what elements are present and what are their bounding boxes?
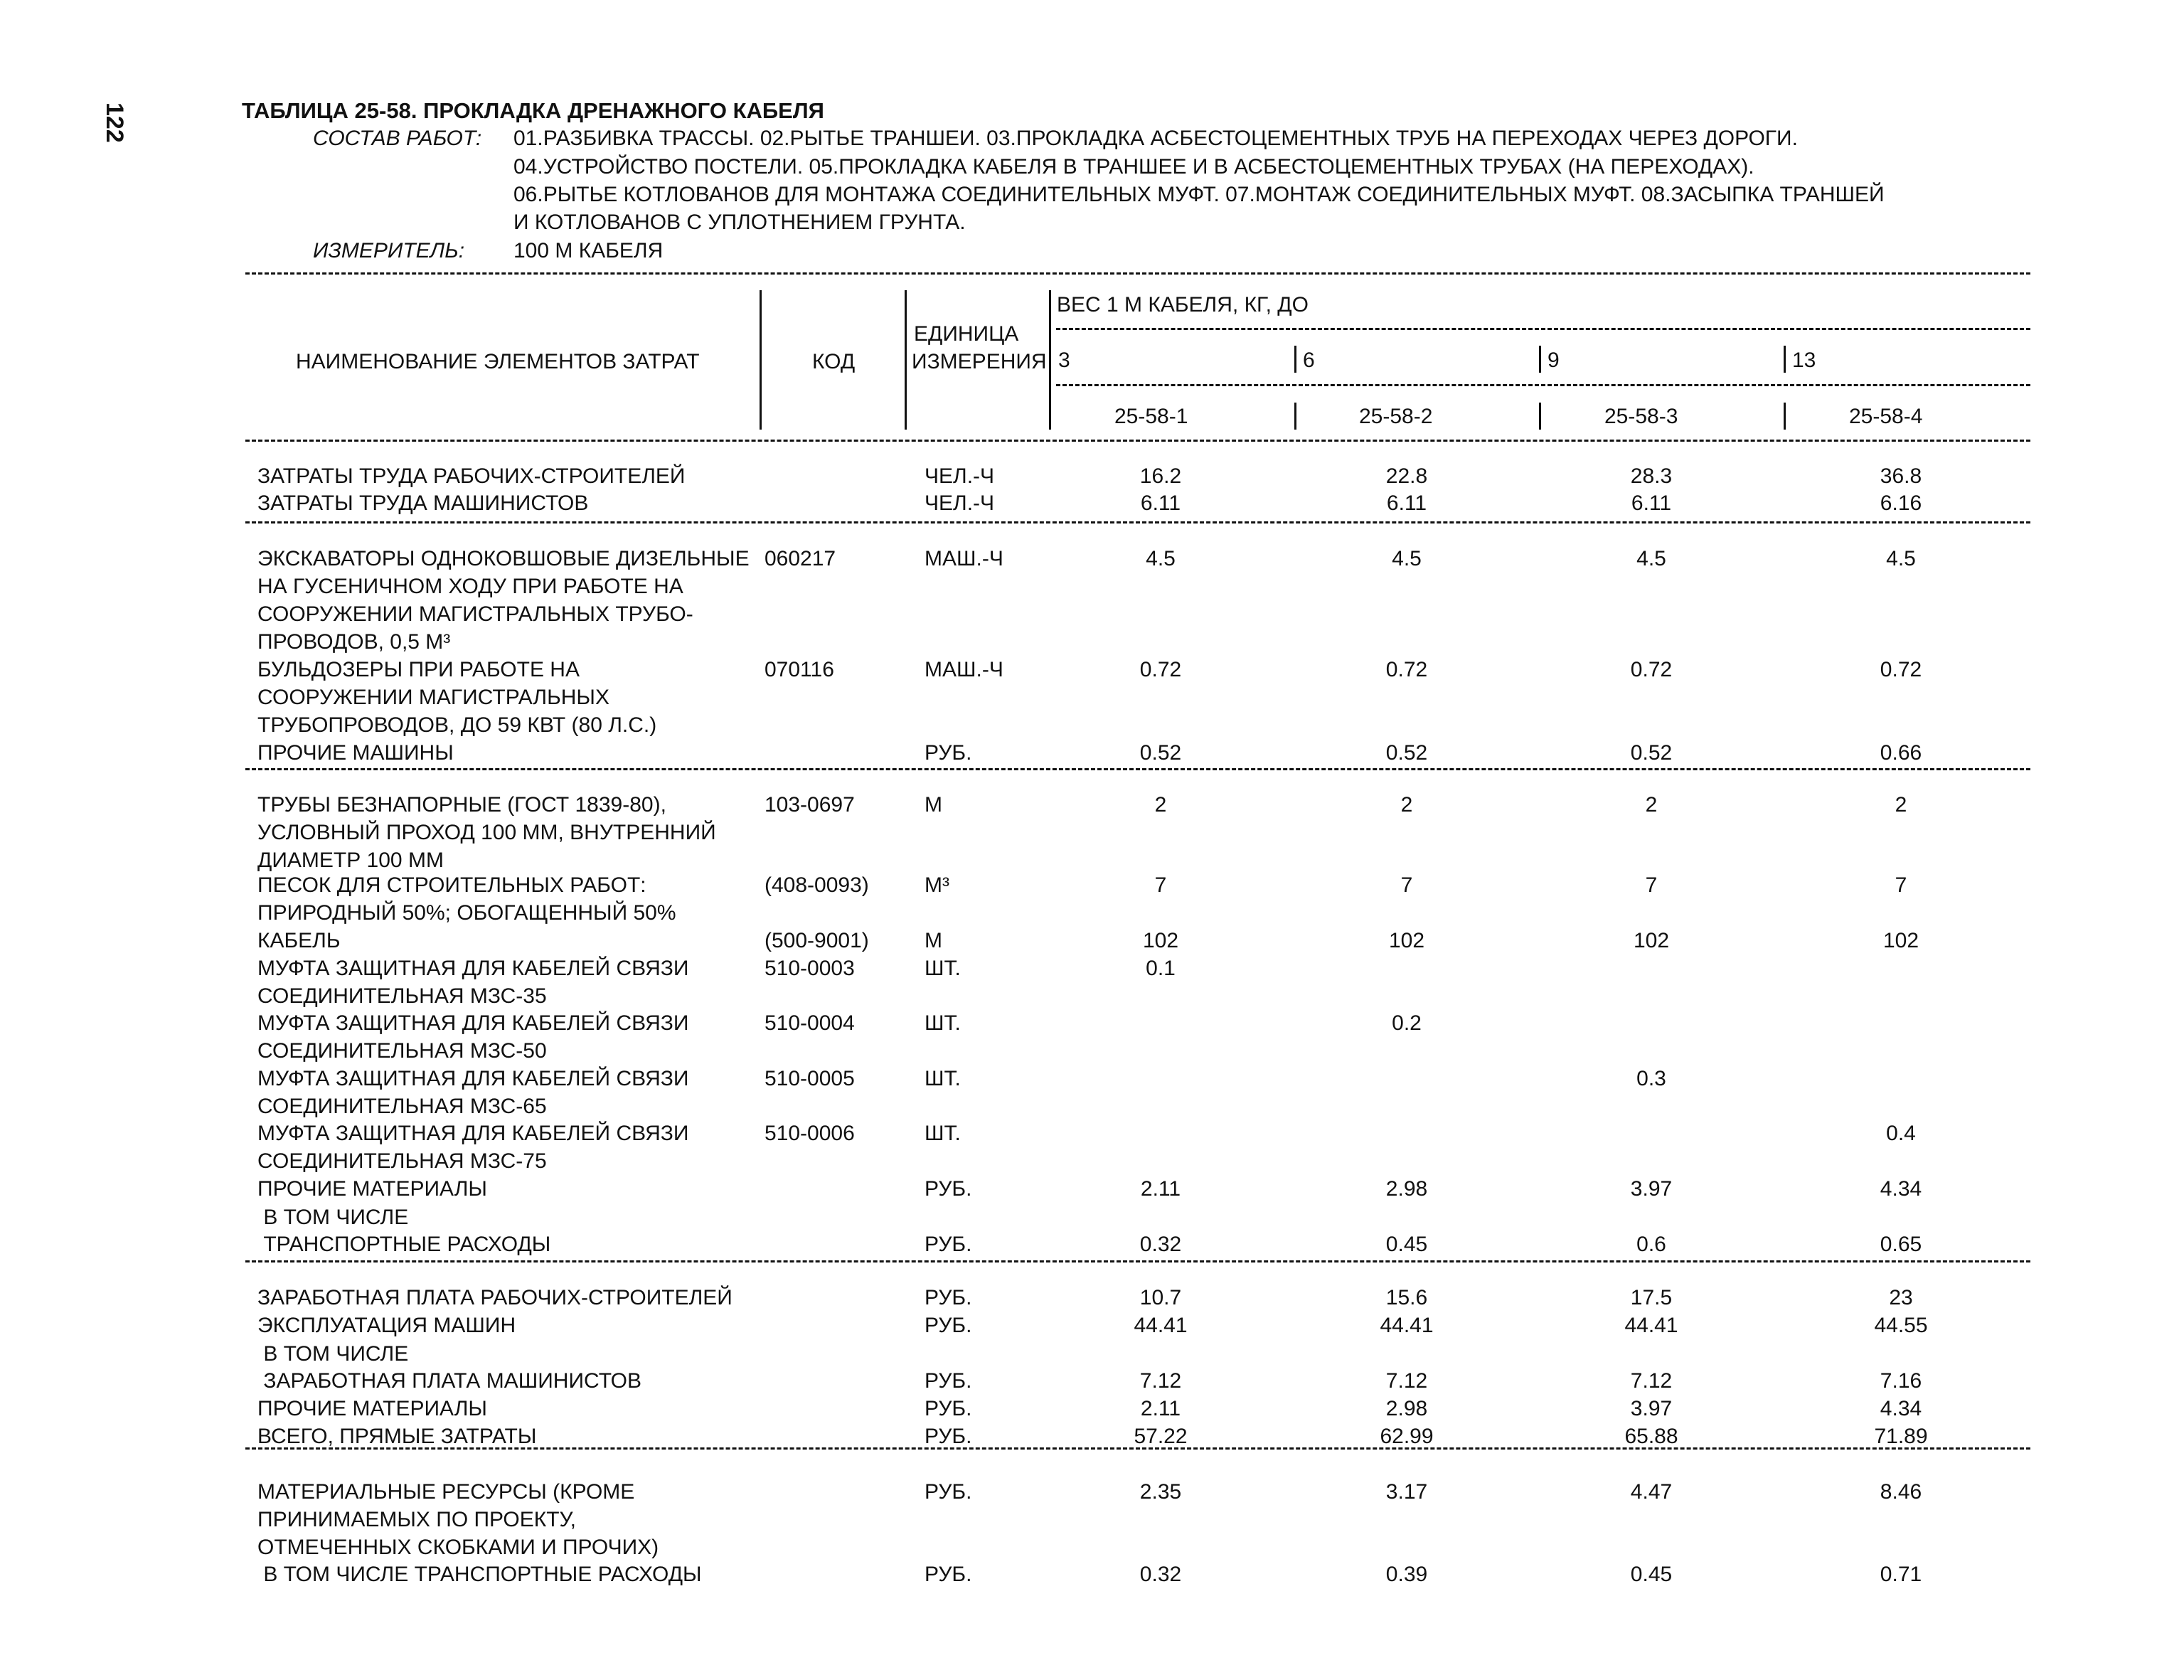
row-unit: РУБ.	[925, 1480, 972, 1504]
row-unit: ШТ.	[925, 1122, 961, 1145]
row-name-line: УСЛОВНЫЙ ПРОХОД 100 ММ, ВНУТРЕННИЙ	[257, 821, 716, 844]
row-unit: ЧЕЛ.-Ч	[925, 464, 995, 488]
row-name-line: НА ГУСЕНИЧНОМ ХОДУ ПРИ РАБОТЕ НА	[257, 575, 683, 598]
section-rule	[245, 521, 2030, 523]
row-unit: ШТ.	[925, 1011, 961, 1035]
row-name-line: ПРИНИМАЕМЫХ ПО ПРОЕКТУ,	[257, 1508, 576, 1531]
row-value: 2	[1400, 793, 1413, 817]
header-separator	[1539, 403, 1541, 430]
row-code: (408-0093)	[765, 873, 869, 897]
row-unit: РУБ.	[925, 1314, 972, 1337]
row-value: 0.66	[1880, 741, 1922, 765]
row-value: 2.11	[1140, 1397, 1181, 1420]
row-name-line: ТРАНСПОРТНЫЕ РАСХОДЫ	[257, 1233, 551, 1256]
header-column-4: 25-58-4	[1849, 405, 1923, 428]
row-code: (500-9001)	[765, 929, 869, 952]
row-name-line: ПРИРОДНЫЙ 50%; ОБОГАЩЕННЫЙ 50%	[257, 901, 676, 925]
header-separator	[1294, 346, 1296, 373]
row-code: 510-0006	[765, 1122, 855, 1145]
header-separator	[1784, 403, 1786, 430]
row-value: 15.6	[1385, 1286, 1428, 1309]
row-value: 0.72	[1139, 658, 1182, 681]
row-value: 2	[1154, 793, 1167, 817]
row-name-line: СОЕДИНИТЕЛЬНАЯ МЗС-50	[257, 1039, 547, 1063]
row-value: 2.35	[1139, 1480, 1182, 1504]
composition-line: 06.РЫТЬЕ КОТЛОВАНОВ ДЛЯ МОНТАЖА СОЕДИНИТЕЛЬНЫХ МУФТ. 07.МОНТАЖ СОЕДИНИТЕЛЬНЫХ МУФТ. 08.ЗАСЫПКА ТРАНШЕЙ	[513, 183, 1885, 206]
row-name-line: ПРОВОДОВ, 0,5 М³	[257, 630, 451, 654]
row-value: 62.99	[1380, 1425, 1434, 1448]
header-column-rule	[1056, 384, 2030, 386]
header-separator	[1049, 290, 1051, 430]
row-unit: М	[925, 929, 942, 952]
row-value: 7	[1400, 873, 1413, 897]
row-unit: РУБ.	[925, 1563, 972, 1586]
row-value: 4.47	[1630, 1480, 1673, 1504]
composition-line: И КОТЛОВАНОВ С УПЛОТНЕНИЕМ ГРУНТА.	[513, 211, 966, 234]
row-unit: РУБ.	[925, 1425, 972, 1448]
composition-label: СОСТАВ РАБОТ:	[313, 127, 482, 150]
row-value: 6.16	[1880, 491, 1922, 515]
header-column-1: 25-58-1	[1114, 405, 1188, 428]
row-code: 510-0003	[765, 957, 855, 980]
row-value: 17.5	[1630, 1286, 1673, 1309]
row-value: 4.5	[1886, 547, 1916, 570]
row-name-line: ПРОЧИЕ МАШИНЫ	[257, 741, 454, 765]
row-value: 0.6	[1636, 1233, 1666, 1256]
row-name-line: СООРУЖЕНИИ МАГИСТРАЛЬНЫХ ТРУБО-	[257, 602, 693, 626]
row-value: 7	[1895, 873, 1907, 897]
row-value: 4.5	[1392, 547, 1422, 570]
row-name-line: МАТЕРИАЛЬНЫЕ РЕСУРСЫ (КРОМЕ	[257, 1480, 635, 1504]
row-value: 44.41	[1134, 1314, 1188, 1337]
row-value: 0.32	[1139, 1233, 1182, 1256]
row-value: 6.11	[1631, 491, 1672, 515]
row-value: 6.11	[1386, 491, 1427, 515]
row-unit: МАШ.-Ч	[925, 547, 1003, 570]
row-value: 0.39	[1385, 1563, 1428, 1586]
row-value: 36.8	[1880, 464, 1922, 488]
row-name-line: ЗАРАБОТНАЯ ПЛАТА РАБОЧИХ-СТРОИТЕЛЕЙ	[257, 1286, 733, 1309]
row-value: 0.32	[1139, 1563, 1182, 1586]
row-unit: МАШ.-Ч	[925, 658, 1003, 681]
row-value: 71.89	[1874, 1425, 1928, 1448]
row-unit: РУБ.	[925, 1233, 972, 1256]
row-name-line: СОЕДИНИТЕЛЬНАЯ МЗС-65	[257, 1095, 547, 1118]
row-value: 28.3	[1630, 464, 1673, 488]
row-value: 0.72	[1880, 658, 1922, 681]
row-name-line: ЗАРАБОТНАЯ ПЛАТА МАШИНИСТОВ	[257, 1369, 642, 1393]
row-name-line: В ТОМ ЧИСЛЕ	[257, 1342, 409, 1366]
row-name-line: МУФТА ЗАЩИТНАЯ ДЛЯ КАБЕЛЕЙ СВЯЗИ	[257, 957, 689, 980]
row-name-line: ВСЕГО, ПРЯМЫЕ ЗАТРАТЫ	[257, 1425, 537, 1448]
header-weight-9: 9	[1548, 349, 1560, 372]
row-value: 2.11	[1140, 1177, 1181, 1201]
measure-value: 100 М КАБЕЛЯ	[513, 239, 664, 262]
row-name-line: ПРОЧИЕ МАТЕРИАЛЫ	[257, 1177, 487, 1201]
row-value: 2.98	[1385, 1177, 1428, 1201]
row-value: 7	[1154, 873, 1167, 897]
row-value: 0.71	[1880, 1563, 1922, 1586]
row-value: 0.65	[1880, 1233, 1922, 1256]
row-name-line: СОЕДИНИТЕЛЬНАЯ МЗС-35	[257, 984, 547, 1008]
header-code: КОД	[812, 350, 856, 373]
row-name-line: ЭКСКАВАТОРЫ ОДНОКОВШОВЫЕ ДИЗЕЛЬНЫЕ	[257, 547, 750, 570]
row-code: 060217	[765, 547, 836, 570]
row-unit: РУБ.	[925, 741, 972, 765]
row-name-line: ПРОЧИЕ МАТЕРИАЛЫ	[257, 1397, 487, 1420]
row-name-line: В ТОМ ЧИСЛЕ ТРАНСПОРТНЫЕ РАСХОДЫ	[257, 1563, 702, 1586]
row-value: 0.4	[1886, 1122, 1916, 1145]
row-value: 4.5	[1636, 547, 1666, 570]
row-value: 0.52	[1139, 741, 1182, 765]
row-unit: РУБ.	[925, 1397, 972, 1420]
row-value: 2	[1895, 793, 1907, 817]
row-unit: М	[925, 793, 942, 817]
header-column-2: 25-58-2	[1359, 405, 1433, 428]
row-name-line: ТРУБОПРОВОДОВ, ДО 59 КВТ (80 Л.С.)	[257, 713, 657, 737]
row-name-line: В ТОМ ЧИСЛЕ	[257, 1206, 409, 1229]
row-value: 0.2	[1392, 1011, 1422, 1035]
row-value: 65.88	[1624, 1425, 1678, 1448]
composition-line: 01.РАЗБИВКА ТРАССЫ. 02.РЫТЬЕ ТРАНШЕИ. 03.ПРОКЛАДКА АСБЕСТОЦЕМЕНТНЫХ ТРУБ НА ПЕРЕХОДАХ ЧЕРЕЗ ДОРОГИ.	[513, 127, 1798, 150]
row-value: 102	[1388, 929, 1425, 952]
row-value: 4.5	[1146, 547, 1176, 570]
composition-line: 04.УСТРОЙСТВО ПОСТЕЛИ. 05.ПРОКЛАДКА КАБЕЛЯ В ТРАНШЕЕ И В АСБЕСТОЦЕМЕНТНЫХ ТРУБАХ (НА ПЕРЕХОДАХ).	[513, 155, 1754, 179]
header-unit-line2: ИЗМЕРЕНИЯ	[912, 350, 1047, 373]
row-name-line: МУФТА ЗАЩИТНАЯ ДЛЯ КАБЕЛЕЙ СВЯЗИ	[257, 1067, 689, 1090]
row-value: 44.41	[1380, 1314, 1434, 1337]
row-value: 7.16	[1880, 1369, 1922, 1393]
row-value: 3.97	[1630, 1397, 1673, 1420]
row-value: 7.12	[1630, 1369, 1673, 1393]
header-separator	[1539, 346, 1541, 373]
row-value: 8.46	[1880, 1480, 1922, 1504]
header-weight-rule	[1056, 328, 2030, 330]
row-name-line: ЭКСПЛУАТАЦИЯ МАШИН	[257, 1314, 516, 1337]
row-unit: РУБ.	[925, 1177, 972, 1201]
header-name: НАИМЕНОВАНИЕ ЭЛЕМЕНТОВ ЗАТРАТ	[296, 350, 700, 373]
header-weight: ВЕС 1 М КАБЕЛЯ, КГ, ДО	[1057, 293, 1309, 317]
header-column-3: 25-58-3	[1604, 405, 1678, 428]
page-number: 122	[101, 102, 128, 143]
row-name-line: МУФТА ЗАЩИТНАЯ ДЛЯ КАБЕЛЕЙ СВЯЗИ	[257, 1122, 689, 1145]
row-name-line: ТРУБЫ БЕЗНАПОРНЫЕ (ГОСТ 1839-80),	[257, 793, 666, 817]
header-separator	[1784, 346, 1786, 373]
row-name-line: КАБЕЛЬ	[257, 929, 341, 952]
section-rule	[245, 1260, 2030, 1262]
row-value: 22.8	[1385, 464, 1428, 488]
row-code: 510-0005	[765, 1067, 855, 1090]
row-value: 0.72	[1630, 658, 1673, 681]
row-value: 102	[1882, 929, 1919, 952]
header-separator	[1294, 403, 1296, 430]
row-value: 2	[1645, 793, 1658, 817]
row-unit: ЧЕЛ.-Ч	[925, 491, 995, 515]
row-name-line: ПЕСОК ДЛЯ СТРОИТЕЛЬНЫХ РАБОТ:	[257, 873, 646, 897]
row-value: 23	[1889, 1286, 1913, 1309]
row-value: 102	[1142, 929, 1179, 952]
header-weight-3: 3	[1058, 349, 1070, 372]
row-unit: РУБ.	[925, 1286, 972, 1309]
header-separator	[760, 290, 762, 430]
row-name-line: ЗАТРАТЫ ТРУДА МАШИНИСТОВ	[257, 491, 589, 515]
row-value: 0.1	[1146, 957, 1176, 980]
section-rule	[245, 768, 2030, 770]
row-value: 4.34	[1880, 1397, 1922, 1420]
table-title: ТАБЛИЦА 25-58. ПРОКЛАДКА ДРЕНАЖНОГО КАБЕЛЯ	[242, 98, 824, 123]
row-value: 0.3	[1636, 1067, 1666, 1090]
row-value: 0.52	[1385, 741, 1428, 765]
row-unit: ШТ.	[925, 1067, 961, 1090]
row-value: 0.45	[1630, 1563, 1673, 1586]
row-value: 7.12	[1139, 1369, 1182, 1393]
header-top-rule	[245, 272, 2030, 275]
row-name-line: ДИАМЕТР 100 ММ	[257, 849, 444, 872]
header-separator	[905, 290, 907, 430]
row-name-line: ЗАТРАТЫ ТРУДА РАБОЧИХ-СТРОИТЕЛЕЙ	[257, 464, 686, 488]
row-value: 7	[1645, 873, 1658, 897]
row-value: 57.22	[1134, 1425, 1188, 1448]
row-unit: РУБ.	[925, 1369, 972, 1393]
row-value: 0.72	[1385, 658, 1428, 681]
measure-label: ИЗМЕРИТЕЛЬ:	[313, 239, 465, 262]
row-value: 102	[1633, 929, 1670, 952]
header-unit-line1: ЕДИНИЦА	[914, 322, 1019, 346]
row-name-line: ОТМЕЧЕННЫХ СКОБКАМИ И ПРОЧИХ)	[257, 1536, 659, 1559]
row-name-line: БУЛЬДОЗЕРЫ ПРИ РАБОТЕ НА	[257, 658, 580, 681]
row-unit: М³	[925, 873, 949, 897]
row-value: 44.55	[1874, 1314, 1928, 1337]
row-value: 7.12	[1385, 1369, 1428, 1393]
row-value: 2.98	[1385, 1397, 1428, 1420]
row-value: 6.11	[1140, 491, 1181, 515]
row-value: 0.52	[1630, 741, 1673, 765]
row-value: 0.45	[1385, 1233, 1428, 1256]
row-name-line: СОЕДИНИТЕЛЬНАЯ МЗС-75	[257, 1149, 547, 1173]
row-code: 510-0004	[765, 1011, 855, 1035]
row-value: 3.17	[1385, 1480, 1428, 1504]
row-value: 44.41	[1624, 1314, 1678, 1337]
header-bottom-rule	[245, 440, 2030, 442]
header-weight-13: 13	[1792, 349, 1816, 372]
row-code: 070116	[765, 658, 834, 681]
row-value: 16.2	[1139, 464, 1182, 488]
row-name-line: МУФТА ЗАЩИТНАЯ ДЛЯ КАБЕЛЕЙ СВЯЗИ	[257, 1011, 689, 1035]
row-unit: ШТ.	[925, 957, 961, 980]
row-value: 4.34	[1880, 1177, 1922, 1201]
row-code: 103-0697	[765, 793, 855, 817]
row-value: 10.7	[1139, 1286, 1182, 1309]
row-value: 3.97	[1630, 1177, 1673, 1201]
row-name-line: СООРУЖЕНИИ МАГИСТРАЛЬНЫХ	[257, 686, 609, 709]
header-weight-6: 6	[1303, 349, 1315, 372]
